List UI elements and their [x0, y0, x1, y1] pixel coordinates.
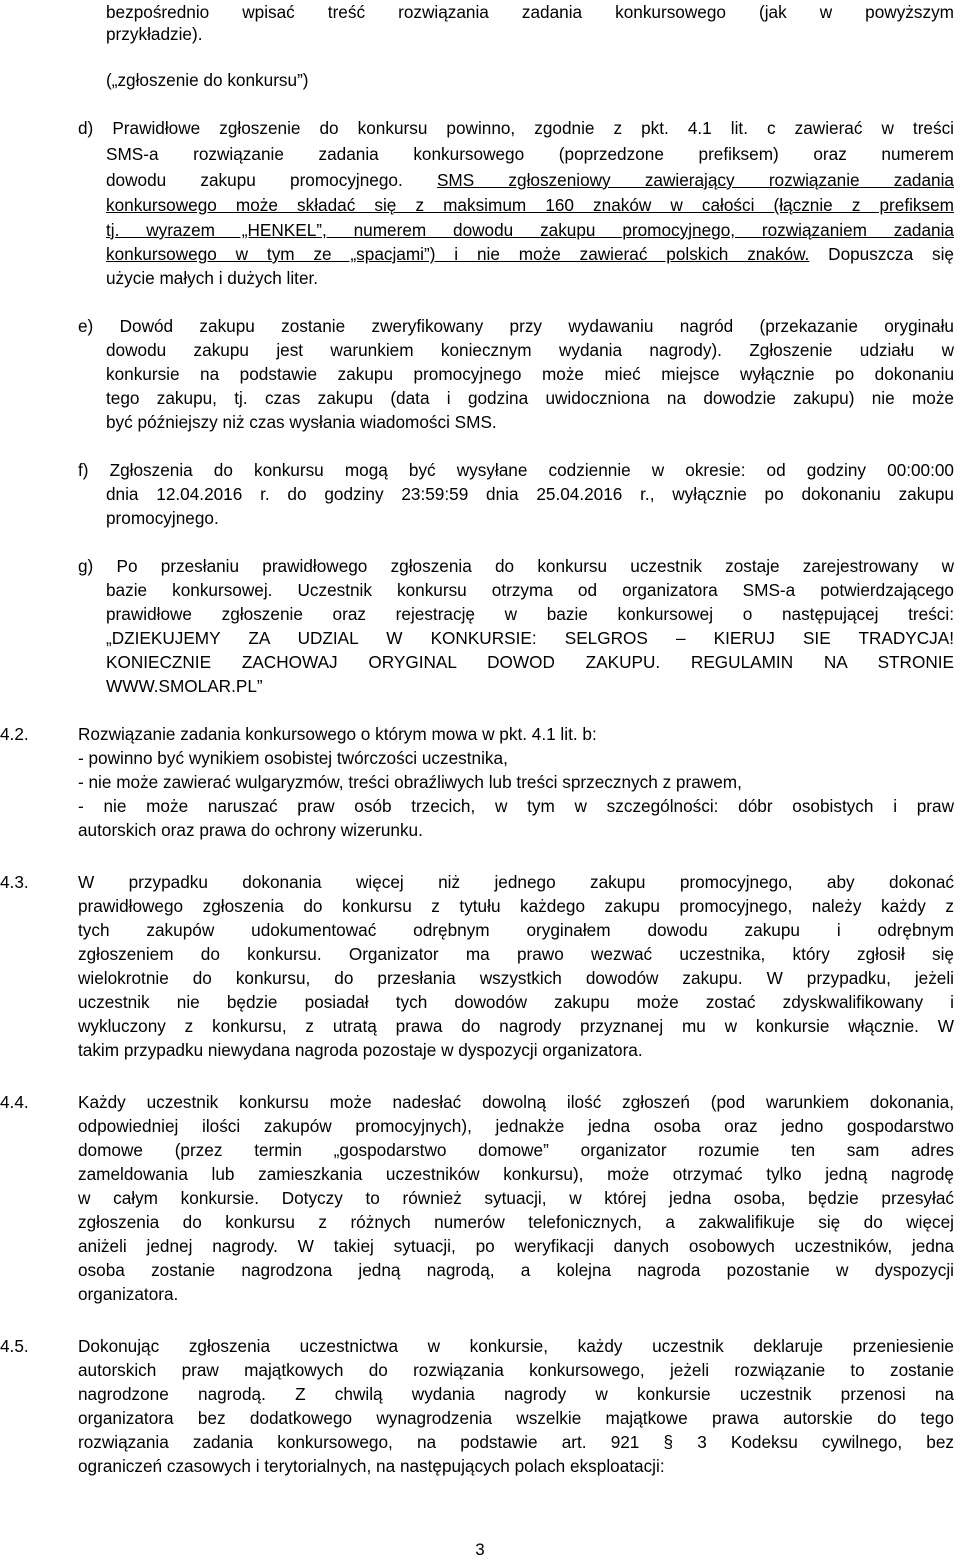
section-4-4-line: odpowiedniej ilości zakupów promocyjnych), jednakże jedna osoba oraz jedno gospodarstwo [78, 1116, 954, 1136]
paragraph-line: przykładzie). [106, 24, 203, 44]
section-4-3-line: zgłoszeniem do konkursu. Organizator ma prawo wezwać uczestnika, który zgłosił się [78, 944, 954, 964]
section-4-5-line: rozwiązania zadania konkursowego, na podstawie art. 921 § 3 Kodeksu cywilnego, bez [78, 1432, 954, 1452]
item-d-text: Dopuszcza się [809, 244, 954, 264]
paragraph-line: bezpośrednio wpisać treść rozwiązania zadania konkursowego (jak w powyższym [106, 2, 954, 22]
section-4-3-line: wielokrotnie do konkursu, do przesłania wszystkich dowodów zakupu. W przypadku, jeżeli [78, 968, 954, 988]
section-4-4-line: osoba zostanie nagrodzona jedną nagrodą, a kolejna nagroda pozostanie w dyspozycji [78, 1260, 954, 1280]
section-4-4-line: Każdy uczestnik konkursu może nadesłać dowolną ilość zgłoszeń (pod warunkiem dokonania, [78, 1092, 954, 1112]
section-4-4-line: organizatora. [78, 1284, 179, 1304]
section-4-3-line: takim przypadku niewydana nagroda pozostaje w dyspozycji organizatora. [78, 1040, 643, 1060]
item-d-line: SMS-a rozwiązanie zadania konkursowego (poprzedzone prefiksem) oraz numerem [106, 144, 954, 164]
item-d-line [106, 242, 954, 266]
item-e-line: dowodu zakupu jest warunkiem koniecznym wydania nagrody). Zgłoszenie udziału w [106, 340, 954, 360]
page-number: 3 [475, 1540, 485, 1559]
section-4-4-line: zgłoszenia do konkursu z różnych numerów telefonicznych, a zakwalifikuje się do więcej [78, 1212, 954, 1232]
section-4-3-line: tych zakupów udokumentować odrębnym oryginałem dowodu zakupu i odrębnym [78, 920, 954, 940]
item-g-line: „DZIEKUJEMY ZA UDZIAL W KONKURSIE: SELGROS – KIERUJ SIE TRADYCJA! [106, 628, 954, 648]
underlined-text: konkursowego w tym ze „spacjami”) i nie może zawierać polskich znaków. [106, 244, 810, 264]
section-number: 4.2. [0, 724, 29, 744]
section-number: 4.5. [0, 1336, 29, 1356]
section-4-5-line: organizatora bez dodatkowego wynagrodzenia wszelkie majątkowe prawa autorskie do tego [78, 1408, 954, 1428]
item-e-line: tego zakupu, tj. czas zakupu (data i godzina uwidoczniona na dowodzie zakupu) nie może [106, 388, 954, 408]
section-4-5-line: Dokonując zgłoszenia uczestnictwa w konkursie, każdy uczestnik deklaruje przeniesienie [78, 1336, 954, 1356]
section-4-4-line: zameldowania lub zamieszkania uczestników konkursu), może otrzymać tylko jedną nagrodę [78, 1164, 954, 1184]
item-g-line: WWW.SMOLAR.PL” [106, 676, 263, 696]
section-4-3-line: uczestnik nie będzie posiadał tych dowodów zakupu może zostać zdyskwalifikowany i [78, 992, 954, 1012]
section-4-5-line: nagrodzone nagrodą. Z chwilą wydania nagrody w konkursie uczestnik przenosi na [78, 1384, 954, 1404]
item-d-line: tj. wyrazem „HENKEL”, numerem dowodu zakupu promocyjnego, rozwiązaniem zadania [106, 220, 954, 240]
item-d-text: dowodu zakupu promocyjnego. [106, 170, 437, 190]
paragraph-line: („zgłoszenie do konkursu”) [106, 70, 309, 90]
section-4-2-line: autorskich oraz prawa do ochrony wizerunku. [78, 820, 423, 840]
item-g-line: prawidłowe zgłoszenie oraz rejestrację w bazie konkursowej o następującej treści: [106, 604, 954, 624]
section-4-2-line: - powinno być wynikiem osobistej twórczości uczestnika, [78, 748, 508, 768]
section-4-3-line: prawidłowego zgłoszenia do konkursu z tytułu każdego zakupu promocyjnego, należy każdy z [78, 896, 954, 916]
item-g-line: KONIECZNIE ZACHOWAJ ORYGINAL DOWOD ZAKUPU. REGULAMIN NA STRONIE [106, 652, 954, 672]
section-4-4-line: aniżeli jednej nagrody. W takiej sytuacji, po weryfikacji danych osobowych uczestników, jedna [78, 1236, 954, 1256]
section-number: 4.3. [0, 872, 29, 892]
item-d-line: użycie małych i dużych liter. [106, 268, 319, 288]
item-g-line: g) Po przesłaniu prawidłowego zgłoszenia do konkursu uczestnik zostaje zarejestrowany w [78, 556, 954, 576]
item-f-line: promocyjnego. [106, 508, 219, 528]
item-e-line: być późniejszy niż czas wysłania wiadomości SMS. [106, 412, 497, 432]
section-4-3-line: wykluczony z konkursu, z utratą prawa do nagrody przyznanej mu w konkursie włącznie. W [78, 1016, 954, 1036]
section-4-4-line: w całym konkursie. Dotyczy to również sytuacji, w której jedna osoba, będzie przesyłać [78, 1188, 954, 1208]
item-d-line [106, 168, 954, 192]
section-4-2-line: Rozwiązanie zadania konkursowego o którym mowa w pkt. 4.1 lit. b: [78, 724, 597, 744]
section-4-3-line: W przypadku dokonania więcej niż jednego zakupu promocyjnego, aby dokonać [78, 872, 954, 892]
underlined-text: SMS zgłoszeniowy zawierający rozwiązanie zadania [436, 170, 954, 190]
item-g-line: bazie konkursowej. Uczestnik konkursu otrzyma od organizatora SMS-a potwierdzającego [106, 580, 954, 600]
section-4-2-line: - nie może zawierać wulgaryzmów, treści obraźliwych lub treści sprzecznych z prawem, [78, 772, 742, 792]
section-4-5-line: autorskich praw majątkowych do rozwiązania konkursowego, jeżeli rozwiązanie to zostanie [78, 1360, 954, 1380]
section-4-2-line: - nie może naruszać praw osób trzecich, w tym w szczególności: dóbr osobistych i praw [78, 796, 954, 816]
item-e-line: konkursie na podstawie zakupu promocyjnego może mieć miejsce wyłącznie po dokonaniu [106, 364, 954, 384]
section-number: 4.4. [0, 1092, 29, 1112]
item-d-line: d) Prawidłowe zgłoszenie do konkursu powinno, zgodnie z pkt. 4.1 lit. c zawierać w treści [78, 118, 954, 138]
item-f-line: f) Zgłoszenia do konkursu mogą być wysyłane codziennie w okresie: od godziny 00:00:00 [78, 460, 954, 480]
section-4-4-line: domowe (przez termin „gospodarstwo domowe” organizator rozumie ten sam adres [78, 1140, 954, 1160]
item-d-line: konkursowego może składać się z maksimum 160 znaków w całości (łącznie z prefiksem [106, 195, 954, 215]
section-4-5-line: ograniczeń czasowych i terytorialnych, na następujących polach eksploatacji: [78, 1456, 665, 1476]
item-f-line: dnia 12.04.2016 r. do godziny 23:59:59 dnia 25.04.2016 r., wyłącznie po dokonaniu zakupu [106, 484, 954, 504]
item-e-line: e) Dowód zakupu zostanie zweryfikowany przy wydawaniu nagród (przekazanie oryginału [78, 316, 954, 336]
